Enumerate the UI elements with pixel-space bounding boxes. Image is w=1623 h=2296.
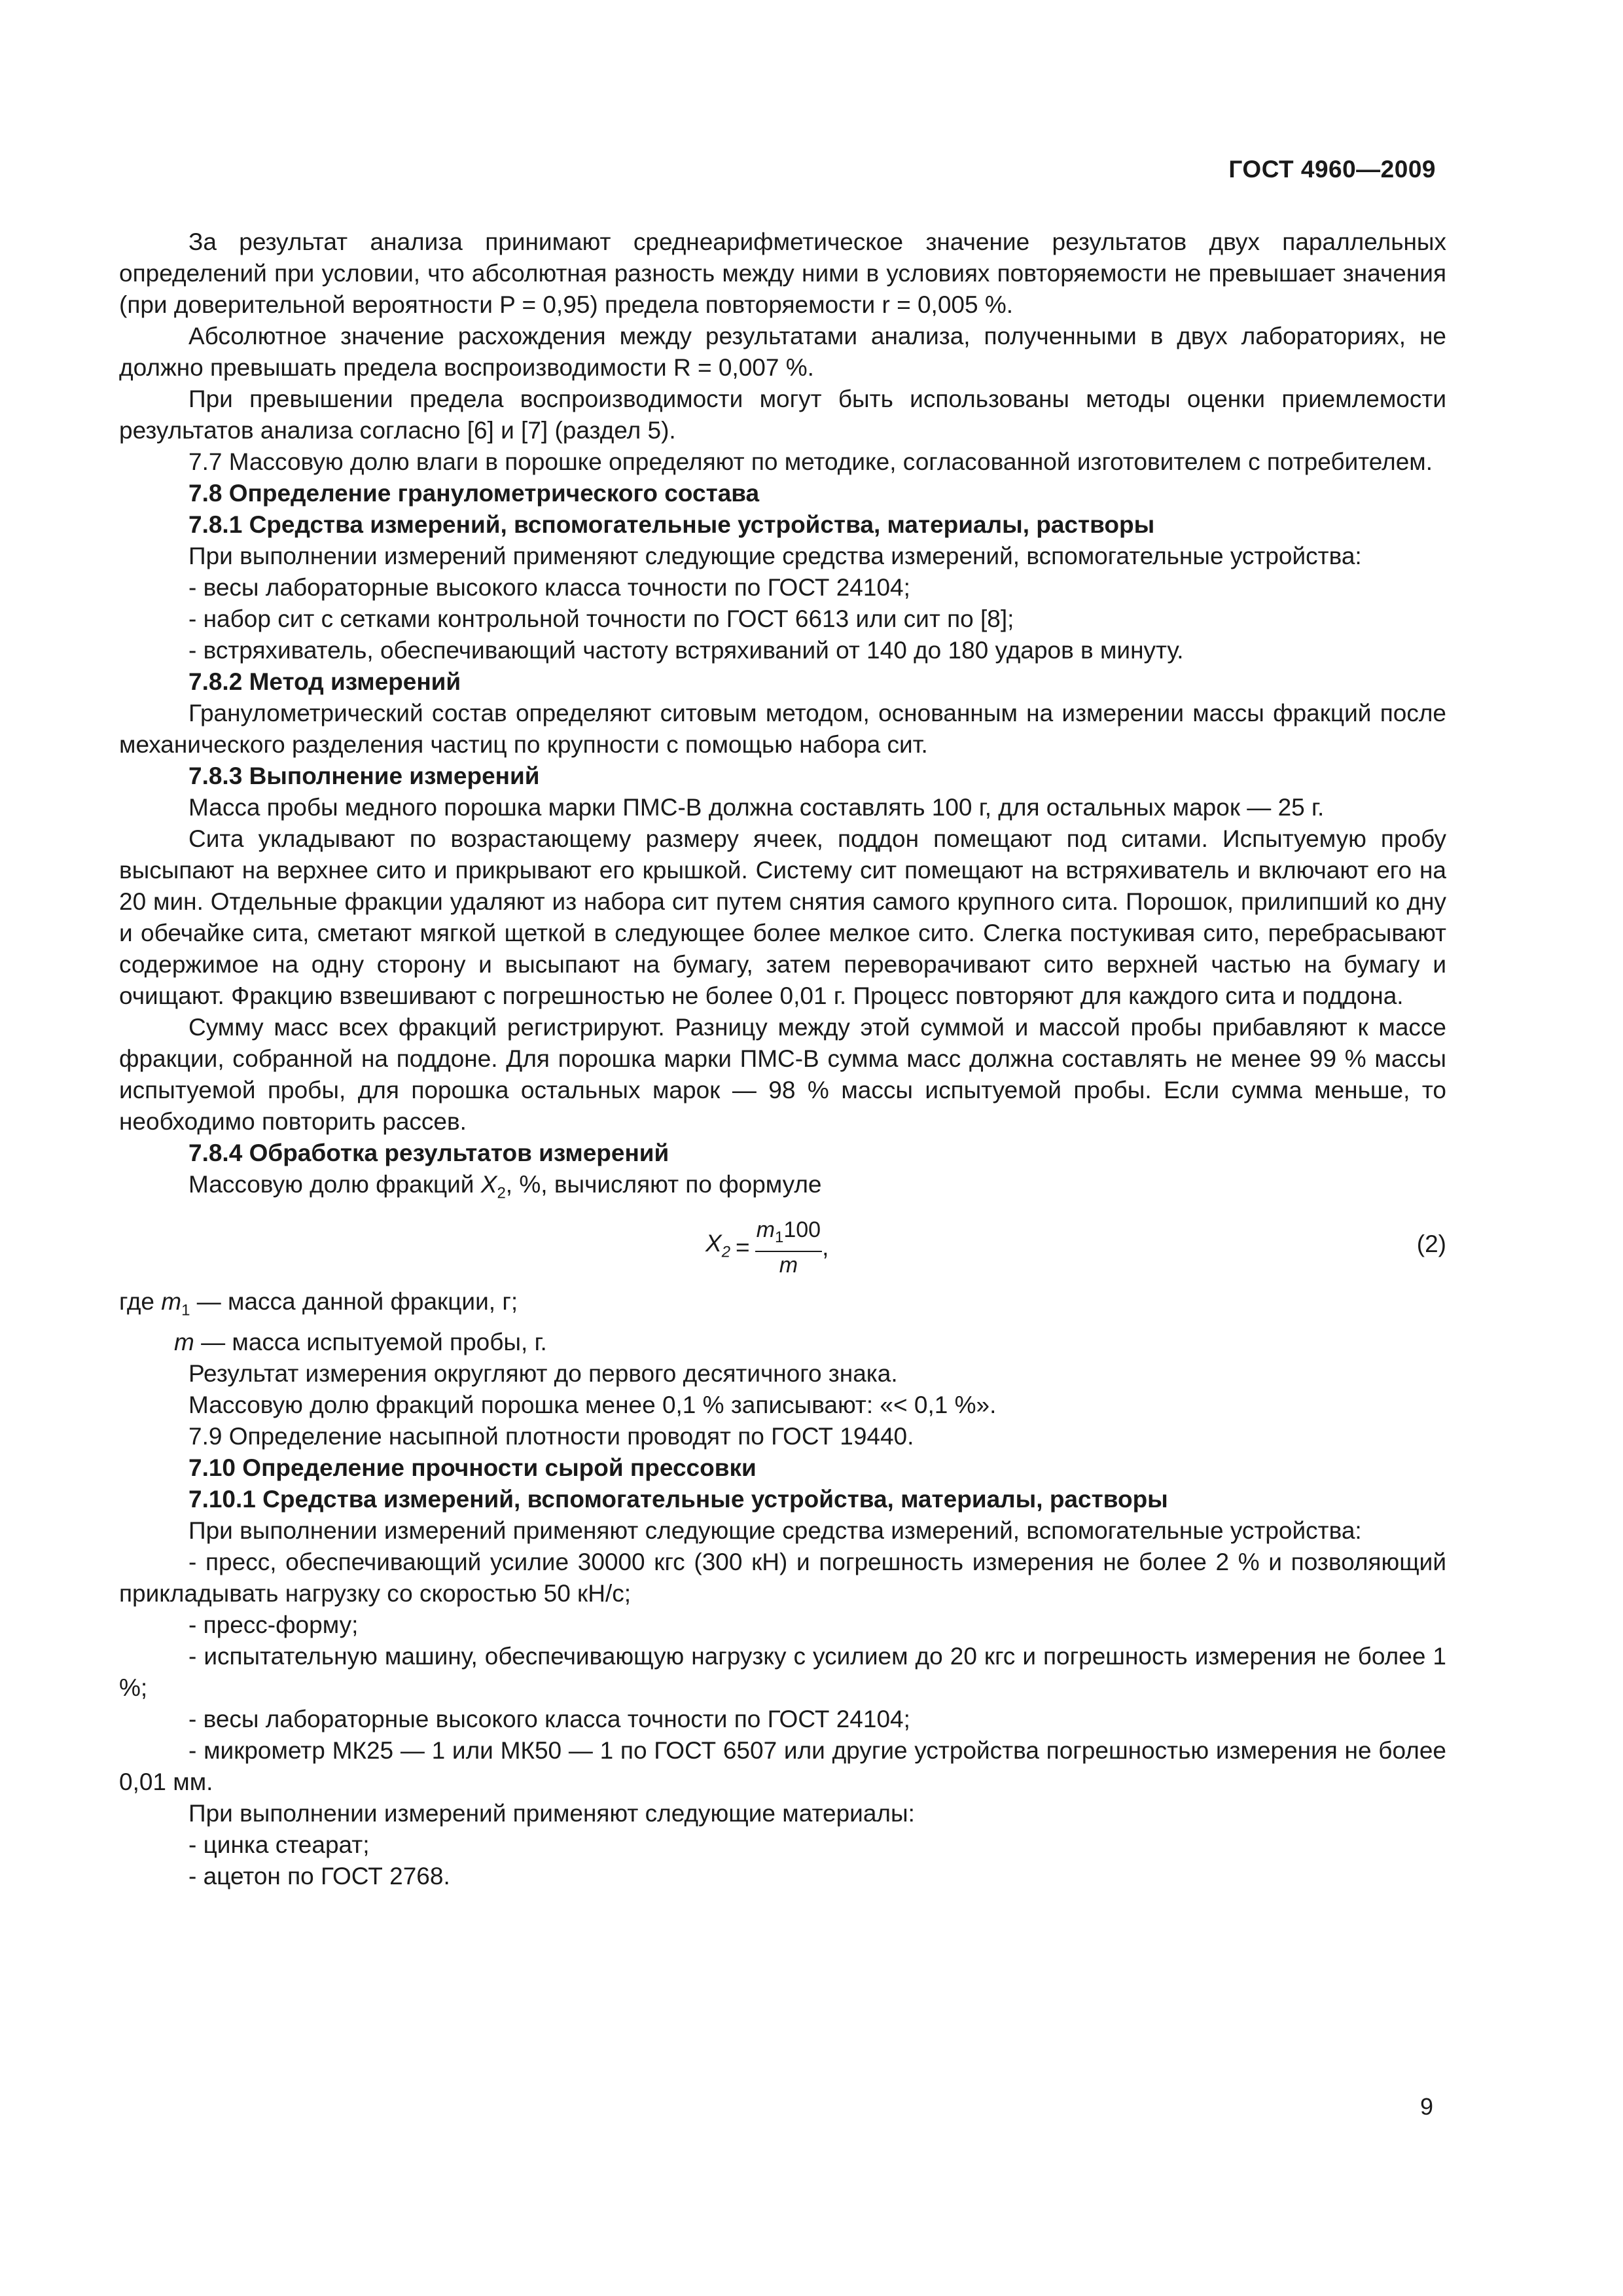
where-subscript: 1	[181, 1301, 190, 1319]
formula-intro	[119, 1169, 1446, 1209]
list-item: - весы лабораторные высокого класса точности по ГОСТ 24104;	[188, 574, 910, 601]
paragraph: Гранулометрический состав определяют ситовым методом, основанным на измерении массы фракций после механического разделения частиц по крупности с помощью набора сит.	[119, 700, 1446, 758]
formula-lhs-subscript: 2	[721, 1242, 731, 1261]
formula-numerator-variable: m	[756, 1217, 775, 1243]
document-body	[119, 226, 1446, 1892]
paragraph: При выполнении измерений применяют следующие материалы:	[188, 1799, 915, 1827]
formula	[705, 1217, 829, 1278]
where-description: — масса испытуемой пробы, г.	[194, 1328, 547, 1355]
paragraph: Сумму масс всех фракций регистрируют. Разницу между этой суммой и массой пробы прибавляют к массе фракции, собранной на поддоне. Для порошка марки ПМС-В сумма масс должна составлять не менее 99 % массы испытуемой пробы, для порошка остальных марок — 98 % массы испытуемой пробы. Если сумма меньше, то необходимо повторить рассев.	[119, 1014, 1446, 1135]
list-item: - испытательную машину, обеспечивающую нагрузку с усилием до 20 кгс и погрешность измерения не более 1 %;	[119, 1642, 1446, 1701]
list-item: - набор сит с сетками контрольной точности по ГОСТ 6613 или сит по [8];	[188, 605, 1014, 632]
paragraph: Результат измерения округляют до первого десятичного знака.	[188, 1359, 898, 1387]
paragraph: При выполнении измерений применяют следующие средства измерений, вспомогательные устройства:	[188, 543, 1362, 569]
subsection-heading: 7.8.4 Обработка результатов измерений	[188, 1139, 669, 1166]
formula-row	[119, 1210, 1446, 1282]
formula-intro-text-end: , %, вычисляют по формуле	[505, 1171, 822, 1198]
section-heading: 7.10 Определение прочности сырой прессовки	[188, 1454, 757, 1481]
formula-lhs-variable: X	[705, 1229, 722, 1257]
list-item: - цинка стеарат;	[188, 1831, 370, 1858]
formula-fraction	[755, 1217, 822, 1278]
paragraph: Массовую долю фракций порошка менее 0,1 % записывают: «< 0,1 %».	[188, 1391, 997, 1418]
list-item: - весы лабораторные высокого класса точности по ГОСТ 24104;	[188, 1705, 910, 1732]
formula-numerator	[755, 1217, 822, 1252]
paragraph: При превышении предела воспроизводимости могут быть использованы методы оценки приемлемости результатов анализа согласно [6] и [7] (раздел 5).	[119, 386, 1446, 444]
list-item: - пресс-форму;	[188, 1611, 359, 1638]
formula-intro-subscript: 2	[497, 1184, 506, 1202]
paragraph: 7.7 Массовую долю влаги в порошке определяют по методике, согласованной изготовителем с потребителем.	[188, 448, 1433, 475]
formula-intro-variable: X	[480, 1171, 497, 1198]
document-header: ГОСТ 4960—2009	[1228, 156, 1436, 183]
subsection-heading: 7.8.2 Метод измерений	[188, 668, 461, 695]
paragraph: Абсолютное значение расхождения между результатами анализа, полученными в двух лабораториях, не должно превышать предела воспроизводимости R = 0,007 %.	[119, 323, 1446, 381]
page-number: 9	[1419, 2093, 1433, 2120]
where-line	[119, 1286, 1446, 1326]
list-item: - встряхиватель, обеспечивающий частоту встряхиваний от 140 до 180 ударов в минуту.	[188, 637, 1184, 664]
formula-trailing-comma: ,	[822, 1234, 829, 1261]
paragraph: Масса пробы медного порошка марки ПМС-В должна составлять 100 г, для остальных марок — 25 г.	[188, 794, 1325, 821]
list-item: - ацетон по ГОСТ 2768.	[188, 1862, 450, 1890]
where-variable: m	[174, 1328, 194, 1355]
formula-number: (2)	[1416, 1230, 1446, 1258]
formula-numerator-constant: 100	[783, 1217, 821, 1243]
formula-equals: =	[736, 1234, 750, 1261]
subsection-heading: 7.8.1 Средства измерений, вспомогательные устройства, материалы, растворы	[188, 511, 1155, 538]
formula-denominator: m	[779, 1253, 798, 1278]
where-variable: m	[161, 1288, 182, 1316]
subsection-heading: 7.10.1 Средства измерений, вспомогательные устройства, материалы, растворы	[188, 1485, 1168, 1513]
paragraph: При выполнении измерений применяют следующие средства измерений, вспомогательные устройства:	[188, 1516, 1362, 1544]
paragraph: 7.9 Определение насыпной плотности проводят по ГОСТ 19440.	[188, 1422, 914, 1450]
list-item: - микрометр МК25 — 1 или МК50 — 1 по ГОСТ 6507 или другие устройства погрешностью измерения не более 0,01 мм.	[119, 1736, 1446, 1795]
formula-intro-text: Массовую долю фракций	[188, 1171, 481, 1198]
subsection-heading: 7.8.3 Выполнение измерений	[188, 762, 540, 789]
paragraph: За результат анализа принимают среднеарифметическое значение результатов двух параллельных определений при условии, что абсолютная разность между ними в условиях повторяемости не превышает значения (при доверительной вероятности P = 0,95) предела повторяемости r = 0,005 %.	[119, 228, 1446, 318]
paragraph: Сита укладывают по возрастающему размеру ячеек, поддон помещают под ситами. Испытуемую пробу высыпают на верхнее сито и прикрывают его крышкой. Систему сит помещают на встряхиватель и включают его на 20 мин. Отдельные фракции удаляют из набора сит путем снятия самого крупного сита. Порошок, прилипший ко дну и обечайке сита, сметают мягкой щеткой в следующее более мелкое сито. Слегка постукивая сито, перебрасывают содержимое на одну сторону и высыпают на бумагу, затем переворачивают сито верхней частью на бумагу и очищают. Фракцию взвешивают с погрешностью не более 0,01 г. Процесс повторяют для каждого сита и поддона.	[119, 825, 1446, 1009]
where-label: где	[119, 1288, 162, 1316]
list-item: - пресс, обеспечивающий усилие 30000 кгс (300 кН) и погрешность измерения не более 2 % и позволяющий прикладывать нагрузку со скоростью 50 кН/с;	[119, 1548, 1446, 1607]
where-description: — масса данной фракции, г;	[190, 1288, 518, 1316]
formula-lhs	[705, 1228, 730, 1268]
where-line	[119, 1327, 1446, 1358]
section-heading: 7.8 Определение гранулометрического состава	[188, 480, 760, 507]
formula-numerator-subscript: 1	[774, 1229, 784, 1247]
